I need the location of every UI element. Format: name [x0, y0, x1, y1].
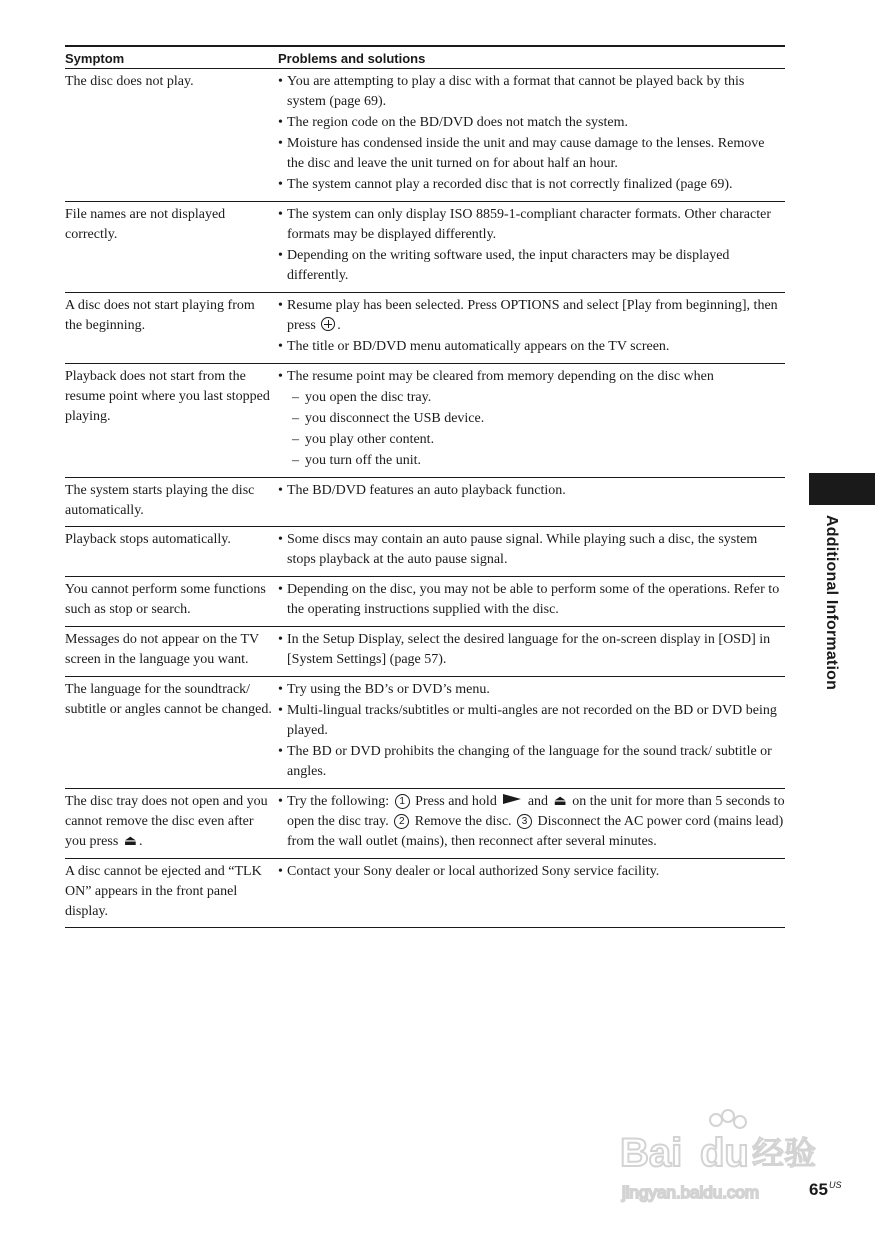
solutions-cell	[278, 69, 785, 202]
symptom-cell: Messages do not appear on the TV screen in the language you want.	[65, 627, 278, 677]
symptom-cell: A disc cannot be ejected and “TLK ON” appears in the front panel display.	[65, 859, 278, 928]
table-row	[65, 364, 785, 478]
solution-item: • Depending on the writing software used, the input characters may be displayed differently.	[278, 248, 730, 283]
solution-item: • Contact your Sony dealer or local authorized Sony service facility.	[278, 864, 660, 879]
svg-text:du: du	[700, 1131, 749, 1175]
solution-sub-item: – you open the disc tray.	[292, 390, 432, 405]
svg-text:Bai: Bai	[620, 1131, 683, 1175]
page-number: 65	[809, 1180, 828, 1199]
solution-item: • The BD or DVD prohibits the changing of the language for the sound track/ subtitle or angles.	[278, 744, 772, 779]
table-row	[65, 627, 785, 677]
solution-item: • The BD/DVD features an auto playback function.	[278, 483, 566, 498]
baidu-watermark	[618, 1108, 818, 1208]
solutions-cell	[278, 627, 785, 677]
table-row	[65, 577, 785, 627]
solutions-cell	[278, 677, 785, 789]
enter-button-icon	[321, 317, 335, 331]
svg-text:jingyan.baidu.com: jingyan.baidu.com	[622, 1183, 760, 1202]
solution-item: • Try the following: 1 Press and hold and ⏏ on the unit for more than 5 seconds to open the disc tray. 2 Remove the disc. 3 Disconnect the AC power cord (mains lead) from the wall outlet (mains), then reconnect after several minutes.	[278, 794, 785, 849]
table-header-row	[65, 46, 785, 69]
solution-sub-item: – you disconnect the USB device.	[292, 411, 485, 426]
solution-item: • Depending on the disc, you may not be able to perform some of the operations. Refer to the operating instructions supplied with the disc.	[278, 582, 780, 617]
solution-sub-item: – you play other content.	[292, 432, 435, 447]
header-solutions: Problems and solutions	[278, 46, 785, 69]
table-row	[65, 859, 785, 928]
solution-item: • Multi-lingual tracks/subtitles or multi-angles are not recorded on the BD or DVD being played.	[278, 703, 777, 738]
table-row	[65, 527, 785, 577]
solutions-cell	[278, 859, 785, 928]
solution-sub-item: – you turn off the unit.	[292, 453, 422, 468]
section-side-label: Additional Information	[823, 515, 840, 691]
solution-item: • The system cannot play a recorded disc that is not correctly finalized (page 69).	[278, 177, 733, 192]
step-2-icon: 2	[394, 814, 409, 829]
symptom-cell: The disc tray does not open and you cannot remove the disc even after you press ⏏ .	[65, 789, 278, 859]
troubleshooting-table	[65, 45, 785, 928]
svg-text:经验: 经验	[752, 1135, 817, 1171]
symptom-cell: The disc does not play.	[65, 69, 278, 202]
header-symptom: Symptom	[65, 46, 278, 69]
solutions-cell	[278, 293, 785, 364]
eject-icon: ⏏	[553, 794, 567, 809]
solution-item: • The resume point may be cleared from memory depending on the disc when	[278, 369, 714, 384]
symptom-cell: The system starts playing the disc automatically.	[65, 478, 278, 527]
step-3-icon: 3	[517, 814, 532, 829]
solutions-cell	[278, 478, 785, 527]
solution-item: • Resume play has been selected. Press OPTIONS and select [Play from beginning], then press .	[278, 298, 778, 333]
step-1-icon: 1	[395, 794, 410, 809]
solution-item: • Try using the BD’s or DVD’s menu.	[278, 682, 490, 697]
solutions-cell	[278, 527, 785, 577]
solutions-cell	[278, 364, 785, 478]
symptom-cell: You cannot perform some functions such as stop or search.	[65, 577, 278, 627]
table-row	[65, 69, 785, 202]
symptom-cell: File names are not displayed correctly.	[65, 202, 278, 293]
section-tab-marker	[809, 473, 875, 505]
table-row	[65, 293, 785, 364]
solutions-cell	[278, 789, 785, 859]
table-row	[65, 202, 785, 293]
solution-item: • Some discs may contain an auto pause signal. While playing such a disc, the system stops playback at the auto pause signal.	[278, 532, 758, 567]
solution-item: • The region code on the BD/DVD does not match the system.	[278, 115, 628, 130]
solutions-cell	[278, 202, 785, 293]
symptom-cell: A disc does not start playing from the beginning.	[65, 293, 278, 364]
solution-item: • The title or BD/DVD menu automatically appears on the TV screen.	[278, 339, 670, 354]
page-region-suffix: US	[829, 1180, 842, 1190]
table-row	[65, 677, 785, 789]
solution-item: • Moisture has condensed inside the unit and may cause damage to the lenses. Remove the disc and leave the unit turned on for about half an hour.	[278, 136, 765, 171]
solution-item: • The system can only display ISO 8859-1-compliant character formats. Other character formats may be displayed differently.	[278, 207, 771, 242]
table-row	[65, 478, 785, 527]
table-row	[65, 789, 785, 859]
solution-item: • You are attempting to play a disc with a format that cannot be played back by this system (page 69).	[278, 74, 745, 109]
eject-icon: ⏏	[123, 834, 138, 849]
symptom-cell: Playback stops automatically.	[65, 527, 278, 577]
solution-item: • In the Setup Display, select the desired language for the on-screen display in [OSD] in [System Settings] (page 57).	[278, 632, 771, 667]
play-icon	[503, 794, 521, 804]
symptom-cell: The language for the soundtrack/ subtitle or angles cannot be changed.	[65, 677, 278, 789]
symptom-cell: Playback does not start from the resume point where you last stopped playing.	[65, 364, 278, 478]
solutions-cell	[278, 577, 785, 627]
